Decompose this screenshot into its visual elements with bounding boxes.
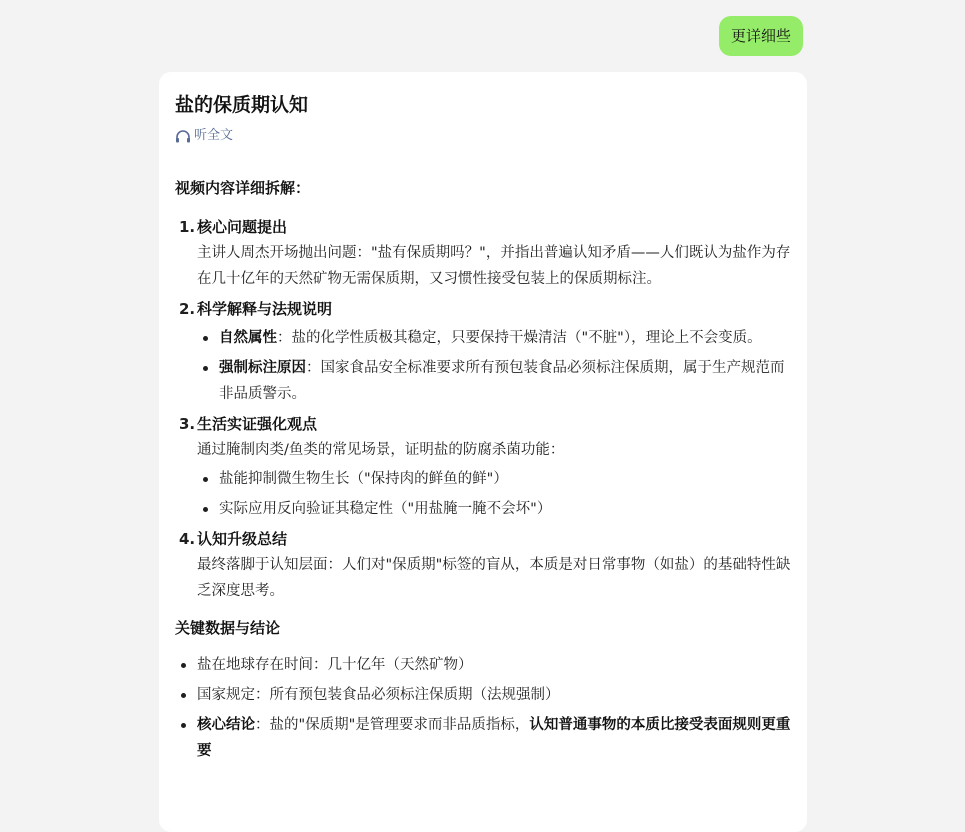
item-text: 最终落脚于认知层面：人们对"保质期"标签的盲从，本质是对日常事物（如盐）的基础特性缺乏深度思考。: [197, 557, 791, 599]
bullet-item: 实际应用反向验证其稳定性（"用盐腌一腌不会坏"）: [197, 496, 791, 522]
listen-full-text-button[interactable]: [175, 126, 791, 146]
listen-label: 听全文: [194, 128, 234, 143]
item-text: 通过腌制肉类/鱼类的常见场景，证明盐的防腐杀菌功能：: [197, 442, 565, 458]
bullet-item: 盐能抑制微生物生长（"保持肉的鲜鱼的鲜"）: [197, 466, 791, 492]
item-heading: 核心问题提出: [197, 218, 288, 236]
item-text: 主讲人周杰开场抛出问题："盐有保质期吗？"，并指出普遍认知矛盾——人们既认为盐作为存在几十亿年的天然矿物无需保质期，又习惯性接受包装上的保质期标注。: [197, 245, 791, 287]
list-number: 4.: [179, 530, 196, 548]
bullet-item: 国家规定：所有预包装食品必须标注保质期（法规强制）: [175, 682, 791, 708]
key-points-list: [175, 652, 791, 764]
assistant-answer-card: [159, 72, 807, 832]
item-heading: 生活实证强化观点: [197, 415, 318, 433]
bullet-item: 盐在地球存在时间：几十亿年（天然矿物）: [175, 652, 791, 678]
list-number: 2.: [179, 300, 196, 318]
section-heading-video-breakdown: 视频内容详细拆解：: [175, 179, 311, 197]
section-heading-key-data: 关键数据与结论: [175, 619, 281, 637]
list-item: [175, 526, 791, 604]
bullet-bold-end: 认知普通事物的本质比接受表面规则更重要: [197, 717, 791, 759]
bullet-bold: 强制标注原因: [219, 360, 306, 376]
headphones-icon: [175, 129, 191, 143]
item-heading: 科学解释与法规说明: [197, 300, 333, 318]
bullet-item: [197, 355, 791, 407]
sub-bullet-list: [197, 325, 791, 407]
answer-title: 盐的保质期认知: [175, 94, 309, 116]
sub-bullet-list: [197, 466, 791, 522]
bullet-bold: 自然属性: [219, 330, 277, 346]
list-item: [175, 214, 791, 292]
breakdown-list: [175, 214, 791, 604]
list-number: 1.: [179, 218, 196, 236]
bullet-text: ：盐的"保质期"是管理要求而非品质指标，: [255, 717, 530, 733]
list-item: [175, 296, 791, 407]
bullet-bold: 核心结论: [197, 717, 255, 733]
bullet-text: ：国家食品安全标准要求所有预包装食品必须标注保质期，属于生产规范而非品质警示。: [219, 360, 785, 402]
user-message-bubble: 更详细些: [719, 16, 803, 56]
bullet-item: [197, 325, 791, 351]
list-item: [175, 411, 791, 522]
item-heading: 认知升级总结: [197, 530, 288, 548]
bullet-item: [175, 712, 791, 764]
list-number: 3.: [179, 415, 196, 433]
bullet-text: ：盐的化学性质极其稳定，只要保持干燥清洁（"不脏"），理论上不会变质。: [277, 330, 762, 346]
